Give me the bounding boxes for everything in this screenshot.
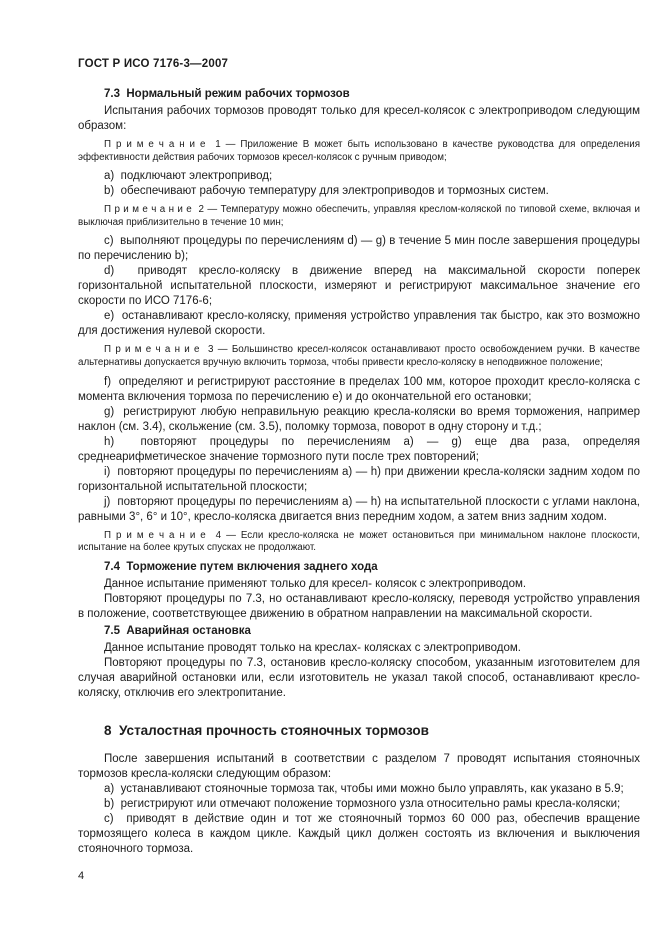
paragraph-7-4-2: Повторяют процедуры по 7.3, но останавливают кресло-коляску, переводя устройство управления в положение, соответствующее движению в обратном направлении на максимальной скорости. (78, 592, 640, 620)
note-3: П р и м е ч а н и е 3 — Большинство кресел-колясок останавливают просто освобождением ручки. В качестве альтернативы допускается вручную включить тормоза, чтобы привести кресло-коляску в неподвижное положение; (78, 344, 640, 368)
paragraph-8-intro: После завершения испытаний в соответствии с разделом 7 проводят испытания стояночных тормозов кресла-коляски следующим образом: (78, 752, 640, 780)
list-item-d: d) приводят кресло-коляску в движение вперед на максимальной скорости поперек горизонтальной испытательной плоскости, измеряют и регистрируют максимальное значение его скорости по ИСО 7176-6; (78, 265, 640, 308)
heading-7-3: 7.3 Нормальный режим рабочих тормозов (104, 88, 350, 100)
list-item-j: j) повторяют процедуры по перечислениям a) — h) на испытательной плоскости с углами наклона, равными 3°, 6° и 10°, кресло-коляска двигается вниз передним ходом, а затем вниз задним ходом. (78, 495, 640, 523)
note-2: П р и м е ч а н и е 2 — Температуру можно обеспечить, управляя креслом-коляской по типовой схеме, включая и выключая приблизительно в течение 10 мин; (78, 204, 640, 228)
list-item-8-a: a) устанавливают стояночные тормоза так, чтобы ими можно было управлять, как указано в 5.9; (104, 782, 624, 795)
paragraph-7-4-1: Данное испытание применяют только для кресел- колясок с электроприводом. (104, 577, 527, 590)
list-item-h: h) повторяют процедуры по перечислениям a) — g) еще два раза, определяя среднеарифметическое значение тормозного пути после трех повторений; (78, 435, 640, 463)
list-item-c: c) выполняют процедуры по перечислениям d) — g) в течение 5 мин после завершения процедуры по перечислению b); (78, 235, 640, 263)
list-item-i: i) повторяют процедуры по перечислениям a) — h) при движении кресла-коляски задним ходом по горизонтальной испытательной плоскости; (78, 465, 640, 493)
list-item-8-c: c) приводят в действие один и тот же стояночный тормоз 60 000 раз, обеспечив вращение тормозящего колеса в каждом цикле. Каждый цикл должен состоять из включения и выключения стояночного тормоза. (78, 812, 640, 855)
heading-section-8: 8 Усталостная прочность стояночных тормозов (104, 722, 429, 738)
running-header: ГОСТ Р ИСО 7176-3—2007 (78, 58, 229, 70)
paragraph-7-5-1: Данное испытание проводят только на креслах- колясках с электроприводом. (104, 641, 521, 654)
list-item-8-b: b) регистрируют или отмечают положение тормозного узла относительно рамы кресла-коляски; (104, 797, 621, 810)
list-item-e: e) останавливают кресло-коляску, применяя устройство управления так быстро, как это возможно для достижения нулевой скорости. (78, 310, 640, 338)
paragraph-7-3-intro: Испытания рабочих тормозов проводят только для кресел-колясок с электроприводом следующим образом: (78, 105, 640, 132)
paragraph-7-5-2: Повторяют процедуры по 7.3, остановив кресло-коляску способом, указанным изготовителем для случая аварийной остановки или, если изготовитель не указал такой способ, останавливают кресло-коляску, отключив его электропитание. (78, 656, 640, 699)
note-1: П р и м е ч а н и е 1 — Приложение В может быть использовано в качестве руководства для определения эффективности действия рабочих тормозов кресел-колясок с ручным приводом; (78, 139, 640, 163)
heading-7-4: 7.4 Торможение путем включения заднего хода (104, 560, 378, 573)
list-item-f: f) определяют и регистрируют расстояние в пределах 100 мм, которое проходит кресло-коляска с момента включения тормоза по перечислению e) и до окончательной его остановки; (78, 375, 640, 403)
page-number: 4 (78, 869, 85, 882)
heading-7-5: 7.5 Аварийная остановка (104, 624, 251, 637)
list-item-b: b) обеспечивают рабочую температуру для электроприводов и тормозных систем. (104, 185, 549, 198)
list-item-g: g) регистрируют любую неправильную реакцию кресла-коляски во время торможения, например наклон (см. 3.4), скольжение (см. 3.5), поломку тормоза, поворот в одну сторону и т.д.; (78, 405, 640, 433)
list-item-a: a) подключают электропривод; (104, 170, 273, 183)
note-4: П р и м е ч а н и е 4 — Если кресло-коляска не может остановиться при минимальном наклоне плоскости, испытание на более крутых спусках не продолжают. (78, 529, 640, 554)
